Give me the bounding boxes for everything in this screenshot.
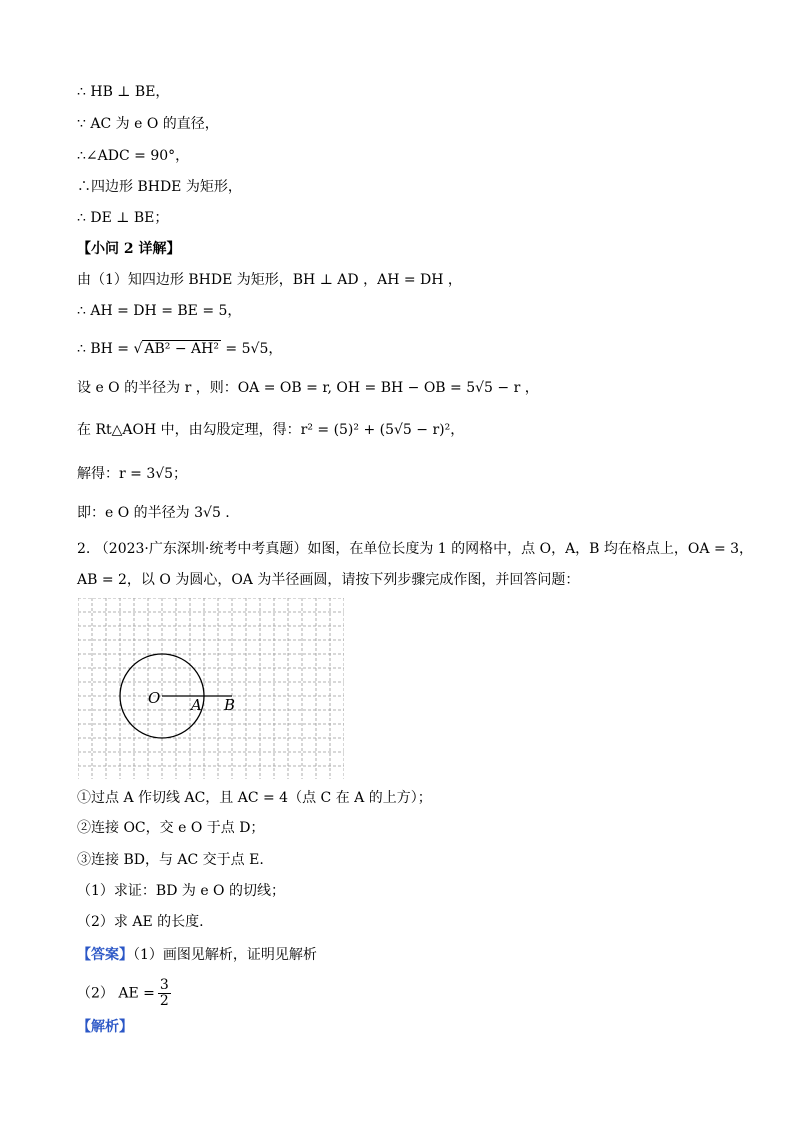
line-radius-result: 即：e O 的半径为 3√5 . xyxy=(77,505,230,521)
answer-line-1 xyxy=(77,945,317,965)
line-angle-adc: ∴∠ADC = 90°， xyxy=(77,148,190,164)
fraction-denominator: 2 xyxy=(159,993,169,1009)
subquestion-2-heading: 【小问 2 详解】 xyxy=(77,241,181,257)
line-radius-setup: 设 e O 的半径为 r ，则：OA = OB = r, OH = BH − OB = 5√5 − r ， xyxy=(77,380,539,396)
answer-2-prefix: （2） AE = xyxy=(77,985,155,1002)
construction-step-3: ③连接 BD，与 AC 交于点 E. xyxy=(77,852,264,868)
bh-result: = 5√5， xyxy=(220,341,283,357)
line-from-part1: 由（1）知四边形 BHDE 为矩形，BH ⊥ AD ，AH = DH ， xyxy=(77,272,462,288)
line-bh-value xyxy=(77,339,282,359)
label-b: B xyxy=(224,696,236,714)
problem-statement-1: 2. （2023·广东深圳·统考中考真题）如图，在单位长度为 1 的网格中，点 O，A，B 均在格点上，OA = 3， xyxy=(77,541,754,557)
bh-prefix: ∴ BH = √ xyxy=(77,341,143,357)
label-o: O xyxy=(148,689,161,707)
construction-step-1: ①过点 A 作切线 AC，且 AC = 4（点 C 在 A 的上方）； xyxy=(77,790,432,806)
line-de-perp-be: ∴ DE ⊥ BE； xyxy=(77,210,169,226)
line-ah-dh-be: ∴ AH = DH = BE = 5， xyxy=(77,303,242,319)
question-2: （2）求 AE 的长度. xyxy=(77,914,204,930)
line-pythagoras: 在 Rt△AOH 中，由勾股定理，得：r² = (5)² + (5√5 − r)²， xyxy=(77,422,465,438)
line-hb-perp-be: ∴ HB ⊥ BE， xyxy=(77,84,170,100)
bh-radicand: AB² − AH² xyxy=(144,341,219,357)
analysis-tag: 【解析】 xyxy=(77,1019,133,1035)
line-rectangle: ∴四边形 BHDE 为矩形， xyxy=(77,179,242,195)
answer-line-2 xyxy=(77,978,171,1009)
answer-1: （1）画图见解析，证明见解析 xyxy=(133,947,317,963)
line-ac-diameter: ∵ AC 为 e O 的直径， xyxy=(77,116,219,132)
answer-2-fraction xyxy=(158,978,171,1009)
grid-figure xyxy=(78,598,344,779)
question-1: （1）求证：BD 为 e O 的切线； xyxy=(77,883,285,899)
line-solve: 解得：r = 3√5； xyxy=(77,466,188,482)
construction-step-2: ②连接 OC，交 e O 于点 D； xyxy=(77,820,265,836)
label-a: A xyxy=(191,696,202,714)
answer-tag: 【答案】 xyxy=(77,947,133,963)
fraction-numerator: 3 xyxy=(159,977,169,993)
problem-statement-2: AB = 2，以 O 为圆心，OA 为半径画圆，请按下列步骤完成作图，并回答问题： xyxy=(77,572,580,588)
